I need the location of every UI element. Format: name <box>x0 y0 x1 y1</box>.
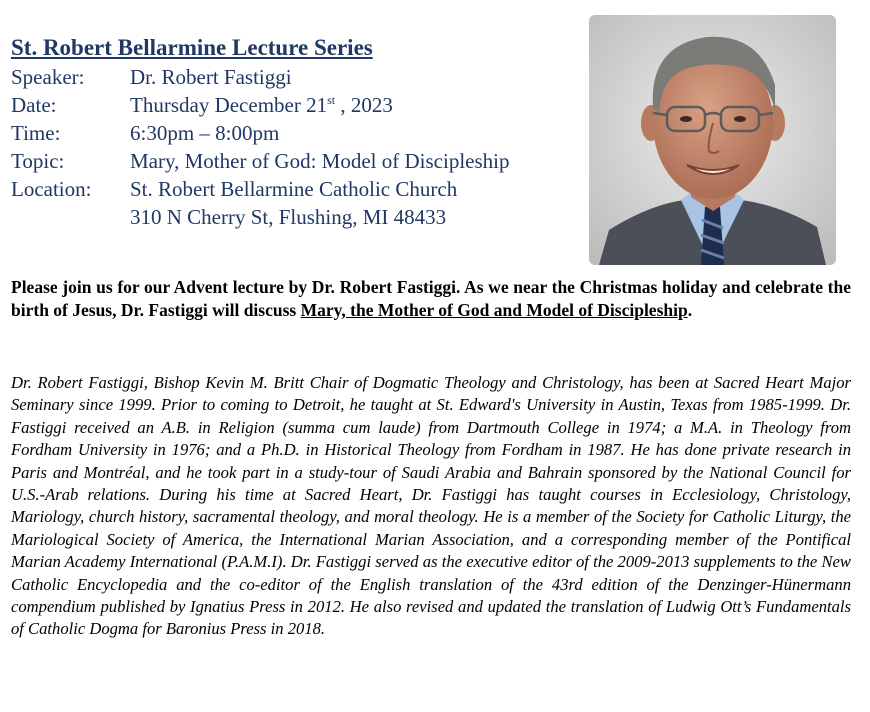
speaker-photo <box>589 15 836 265</box>
speaker-name: Dr. Robert Fastiggi <box>130 65 292 89</box>
speaker-bio: Dr. Robert Fastiggi, Bishop Kevin M. Britt Chair of Dogmatic Theology and Christology, has been at Sacred Heart Major Seminary since 1999. Prior to coming to Detroit, he taught at St. Edward's University in Austin, Texas from 1985-1999. Dr. Fastiggi received an A.B. in Religion (summa cum laude) from Dartmouth College in 1974; a M.A. in Theology from Fordham University in 1976; and a Ph.D. in Historical Theology from Fordham in 1987. He has done private research in Paris and Montréal, and he took part in a study-tour of Saudi Arabia and Bahrain sponsored by the National Council for U.S.-Arab relations. During his time at Sacred Heart, Dr. Fastiggi has taught courses in Ecclesiology, Christology, Mariology, church history, sacramental theology, and moral theology. He is a member of the Society for Catholic Liturgy, the Mariological Society of America, the International Marian Association, and a corresponding member of the Pontifical Marian Academy International (P.A.M.I). Dr. Fastiggi served as the executive editor of the 2009-2013 supplements to the New Catholic Encyclopedia and the co-editor of the English translation of the 43rd edition of the Denzinger-Hünermann compendium published by Ignatius Press in 2012. He also revised and updated the translation of Ludwig Ott’s Fundamentals of Catholic Dogma for Baronius Press in 2018. <box>11 373 851 639</box>
intro-paragraph <box>11 276 851 322</box>
intro-text: Please join us for our Advent lecture by Dr. Robert Fastiggi. As we near the Christmas holiday and celebrate the birth of Jesus, Dr. Fastiggi will discuss <box>11 277 851 320</box>
topic-value: Mary, Mother of God: Model of Discipleship <box>130 149 510 173</box>
date-suffix: st <box>327 93 336 107</box>
speaker-row <box>11 63 591 91</box>
location-line1: St. Robert Bellarmine Catholic Church <box>130 177 458 201</box>
location-label: Location: <box>11 177 92 201</box>
location-row-2 <box>11 203 591 231</box>
location-label-spacer <box>11 203 130 231</box>
time-label: Time: <box>11 121 61 145</box>
date-main: Thursday December 21 <box>130 93 328 117</box>
topic-row <box>11 147 591 175</box>
topic-link: Mary, the Mother of God and Model of Discipleship <box>300 300 688 320</box>
left-eye <box>680 116 692 122</box>
speaker-portrait-icon <box>589 15 836 265</box>
time-value: 6:30pm – 8:00pm <box>130 121 280 145</box>
location-row <box>11 175 591 203</box>
date-row <box>11 91 591 119</box>
date-year: , 2023 <box>335 93 393 117</box>
intro-end: . <box>687 300 693 320</box>
lecture-series-title: St. Robert Bellarmine Lecture Series <box>11 35 373 60</box>
right-eye <box>734 116 746 122</box>
location-line2: 310 N Cherry St, Flushing, MI 48433 <box>130 205 447 229</box>
time-row <box>11 119 591 147</box>
date-value <box>130 91 591 119</box>
speaker-label: Speaker: <box>11 65 85 89</box>
date-label: Date: <box>11 93 57 117</box>
topic-label: Topic: <box>11 149 65 173</box>
lecture-header <box>11 33 591 231</box>
